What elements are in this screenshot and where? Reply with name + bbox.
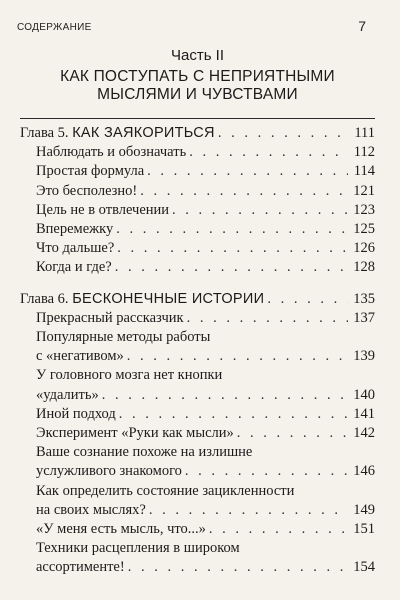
toc-entry-page-number: 151 bbox=[353, 521, 375, 538]
toc-entry-page-number: 121 bbox=[353, 182, 375, 199]
toc-entry-title: Когда и где? bbox=[36, 259, 112, 276]
dot-leader bbox=[149, 501, 348, 520]
toc-entry bbox=[20, 309, 375, 328]
toc-entry bbox=[20, 558, 375, 577]
dot-leader bbox=[127, 347, 348, 366]
dot-leader bbox=[187, 309, 348, 328]
dot-leader bbox=[209, 520, 348, 539]
toc-entry-title: «У меня есть мысль, что...» bbox=[36, 521, 206, 538]
toc-entry-title: с «негативом» bbox=[36, 348, 124, 365]
toc-entry-line: Как определить состояние зацикленности bbox=[36, 482, 295, 499]
toc-entry-page-number: 128 bbox=[353, 259, 375, 276]
dot-leader bbox=[218, 124, 348, 143]
toc-entry-title: на своих мыслях? bbox=[36, 501, 146, 518]
toc-entry-page-number: 154 bbox=[353, 559, 375, 576]
toc-entry-title: Иной подход bbox=[36, 405, 116, 422]
dot-leader bbox=[140, 182, 348, 201]
part-divider bbox=[20, 118, 375, 119]
toc-entry-page-number: 112 bbox=[353, 144, 375, 161]
dot-leader bbox=[102, 386, 348, 405]
toc-entry-title: Это бесполезно! bbox=[36, 182, 138, 199]
toc-entry-title: ассортименте! bbox=[36, 559, 125, 576]
chapter-title: БЕСКОНЕЧНЫЕ ИСТОРИИ bbox=[72, 290, 265, 307]
toc-chapter-entry bbox=[20, 290, 375, 309]
toc-entry bbox=[20, 258, 375, 277]
toc-entry-page-number: 149 bbox=[353, 501, 375, 518]
toc-entry bbox=[20, 462, 375, 481]
toc-entry-title: «удалить» bbox=[36, 386, 99, 403]
chapter-heading bbox=[20, 290, 264, 309]
toc-entry-title: Вперемежку bbox=[36, 221, 114, 238]
toc-entry bbox=[20, 501, 375, 520]
toc-entry bbox=[20, 162, 375, 181]
dot-leader bbox=[116, 220, 348, 239]
toc-entry-line: Ваше сознание похоже на излишне bbox=[36, 444, 253, 461]
dot-leader bbox=[147, 162, 348, 181]
toc-entry bbox=[20, 143, 375, 162]
toc-entry-title: услужливого знакомого bbox=[36, 463, 182, 480]
toc-entry-page-number: 142 bbox=[353, 425, 375, 442]
toc-entry-line: Популярные методы работы bbox=[36, 329, 211, 346]
toc-entry-line: Техники расцепления в широком bbox=[36, 540, 240, 557]
toc-chapter-entry bbox=[20, 124, 375, 143]
toc-entry bbox=[20, 405, 375, 424]
toc-entry bbox=[20, 386, 375, 405]
toc-entry-page-number: 123 bbox=[353, 201, 375, 218]
dot-leader bbox=[117, 239, 348, 258]
toc-entry-title: Цель не в отвлечении bbox=[36, 201, 170, 218]
page-header bbox=[0, 0, 400, 40]
part-title-line-2: МЫСЛЯМИ И ЧУВСТВАМИ bbox=[97, 86, 298, 103]
toc-entry bbox=[20, 201, 375, 220]
chapter-heading bbox=[20, 124, 215, 143]
running-head: СОДЕРЖАНИЕ bbox=[17, 22, 92, 33]
part-heading bbox=[20, 47, 375, 104]
part-title bbox=[20, 68, 375, 104]
chapter-prefix: Глава 6. bbox=[20, 290, 73, 307]
toc-entry-page-number: 137 bbox=[353, 309, 375, 326]
dot-leader bbox=[237, 424, 348, 443]
toc-chapter bbox=[20, 124, 375, 278]
chapter-page-number: 135 bbox=[353, 290, 375, 307]
toc-entry bbox=[20, 520, 375, 539]
page-number: 7 bbox=[358, 18, 366, 34]
toc-entry bbox=[20, 220, 375, 239]
part-label: Часть II bbox=[170, 47, 225, 64]
toc-entry-line: У головного мозга нет кнопки bbox=[36, 367, 223, 384]
toc-entry-title: Что дальше? bbox=[36, 240, 115, 257]
toc-entry-page-number: 125 bbox=[353, 221, 375, 238]
dot-leader bbox=[115, 258, 348, 277]
table-of-contents bbox=[20, 124, 375, 578]
dot-leader bbox=[189, 143, 348, 162]
toc-entry bbox=[20, 239, 375, 258]
toc-entry-page-number: 114 bbox=[353, 163, 375, 180]
toc-entry-title: Наблюдать и обозначать bbox=[36, 144, 187, 161]
toc-entry-page-number: 126 bbox=[353, 240, 375, 257]
part-title-line-1: КАК ПОСТУПАТЬ С НЕПРИЯТНЫМИ bbox=[60, 68, 335, 85]
chapter-page-number: 111 bbox=[354, 125, 375, 141]
dot-leader bbox=[119, 405, 348, 424]
dot-leader bbox=[128, 558, 348, 577]
dot-leader bbox=[185, 462, 348, 481]
toc-entry-page-number: 141 bbox=[353, 405, 375, 422]
toc-entry-page-number: 146 bbox=[353, 463, 375, 480]
toc-entry-title: Эксперимент «Руки как мысли» bbox=[36, 425, 234, 442]
dot-leader bbox=[267, 290, 348, 309]
toc-entry bbox=[20, 424, 375, 443]
toc-entry-page-number: 139 bbox=[353, 348, 375, 365]
chapter-prefix: Глава 5. bbox=[20, 125, 73, 141]
dot-leader bbox=[172, 201, 348, 220]
chapter-title: КАК ЗАЯКОРИТЬСЯ bbox=[72, 125, 215, 141]
toc-entry-page-number: 140 bbox=[353, 386, 375, 403]
toc-entry-title: Прекрасный рассказчик bbox=[36, 309, 184, 326]
toc-entry bbox=[20, 347, 375, 366]
toc-entry-title: Простая формула bbox=[36, 163, 145, 180]
toc-chapter bbox=[20, 290, 375, 578]
toc-entry bbox=[20, 182, 375, 201]
